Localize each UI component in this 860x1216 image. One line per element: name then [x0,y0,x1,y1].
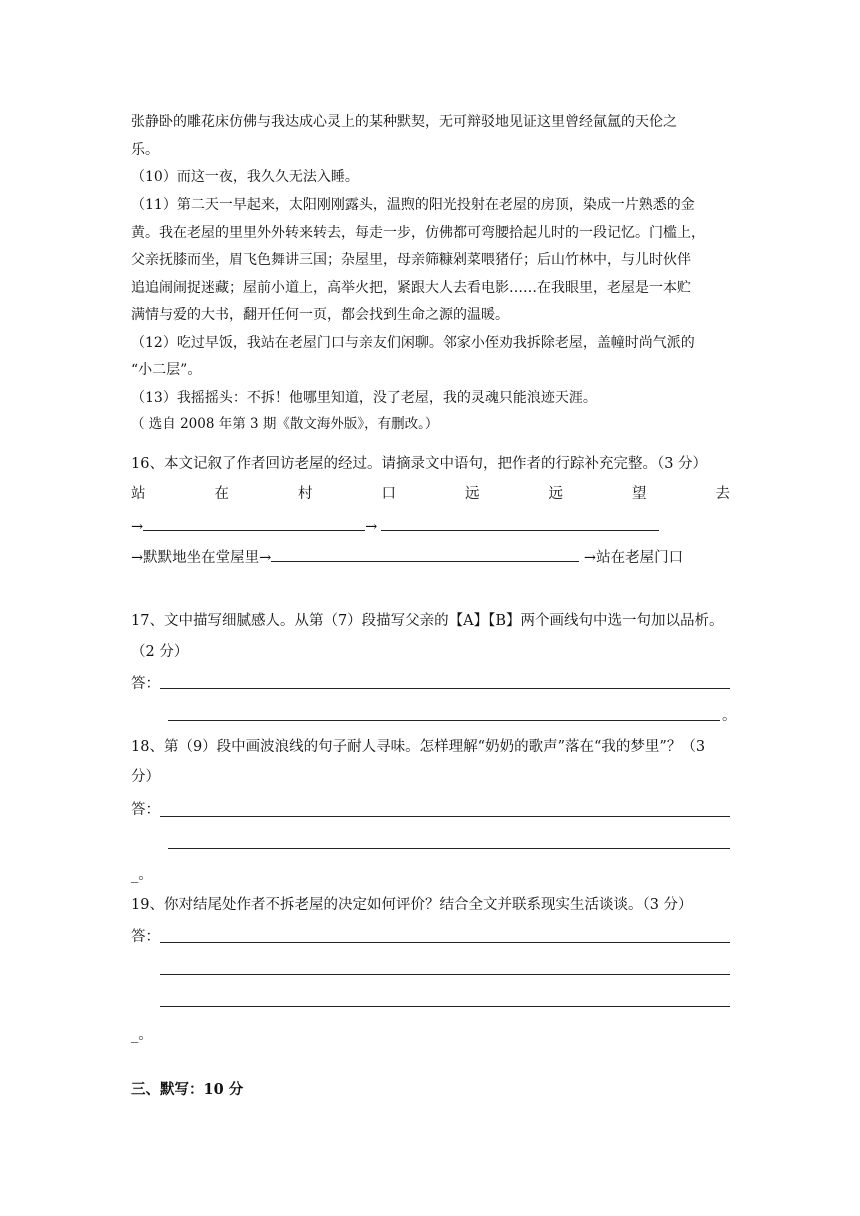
answer-blank[interactable] [143,515,365,531]
q16-char: 口 [381,486,396,502]
arrow: → [365,519,378,535]
q16-char: 去 [715,486,730,502]
paragraph-12-line: （12）吃过早饭，我站在老屋门口与亲友们闲聊。邻家小侄劝我拆除老屋，盖幢时尚气派的 [131,335,695,351]
answer-line[interactable] [160,1006,730,1007]
paragraph-10: （10）而这一夜，我久久无法入睡。 [131,169,359,185]
answer-line[interactable] [160,816,730,817]
paragraph-11-line: 追追闹闹捉迷藏；屋前小道上，高举火把，紧跟大人去看电影……在我眼里，老屋是一本贮 [131,280,691,296]
arrow: → [131,519,144,535]
answer-label: 答： [131,676,160,692]
q16-route-line-2 [131,515,659,537]
end-mark: _。 [131,1027,153,1043]
q16-char: 远 [548,486,563,502]
route-segment: →站在老屋门口 [579,550,684,566]
q16-char: 村 [298,486,313,502]
paragraph-12-line: “小二层”。 [131,362,202,378]
q16-char: 望 [632,486,647,502]
answer-line[interactable] [160,688,730,689]
paragraph-13: （13）我摇摇头：不拆！他哪里知道，没了老屋，我的灵魂只能浪迹天涯。 [131,390,597,406]
answer-blank[interactable] [271,546,579,562]
paragraph-11-line: 黄。我在老屋的里里外外转来转去，每走一步，仿佛都可弯腰拾起儿时的一段记忆。门槛上， [131,225,705,241]
route-segment: →默默地坐在堂屋里→ [131,550,272,566]
answer-line[interactable] [168,848,730,849]
question-17: 17、文中描写细腻感人。从第（7）段描写父亲的【A】【B】两个画线句中选一句加以品析。 [131,613,724,629]
answer-line[interactable] [160,974,730,975]
question-19: 19、你对结尾处作者不拆老屋的决定如何评价？结合全文并联系现实生活谈谈。（3 分） [131,897,693,913]
answer-label: 答： [131,929,160,945]
answer-line[interactable] [160,942,730,943]
answer-line[interactable] [168,720,720,721]
question-16: 16、本文记叙了作者回访老屋的经过。请摘录文中语句，把作者的行踪补充完整。（3 分） [131,456,708,472]
q16-start-phrase [131,484,730,504]
source-note: （ 选自 2008 年第 3 期《散文海外版》，有删改。） [131,416,439,432]
paragraph-11-line: 满情与爱的大书，翻开任何一页，都会找到生命之源的温暖。 [131,307,509,323]
q16-route-line-3 [131,546,683,568]
paragraph-11-line: （11）第二天一早起来，太阳刚刚露头，温煦的阳光投射在老屋的房顶，染成一片熟悉的金 [131,197,695,213]
q16-char: 远 [465,486,480,502]
question-18: 18、第（9）段中画波浪线的句子耐人寻味。怎样理解“奶奶的歌声”落在“我的梦里”？（3 [131,739,706,755]
q16-char: 站 [131,486,146,502]
answer-blank[interactable] [381,515,659,531]
q16-char: 在 [214,486,229,502]
question-18-score: 分） [131,769,160,785]
question-17-score: （2 分） [131,644,189,660]
passage-line: 乐。 [131,142,159,158]
end-mark: _。 [131,867,153,883]
passage-line: 张静卧的雕花床仿佛与我达成心灵上的某种默契，无可辩驳地见证这里曾经氤氲的天伦之 [131,114,677,130]
section-heading: 三、默写：10 分 [131,1081,244,1098]
paragraph-11-line: 父亲抚膝而坐，眉飞色舞讲三国；杂屋里，母亲筛糠剁菜喂猪仔；后山竹林中，与儿时伙伴 [131,252,691,268]
end-mark: 。 [722,708,737,724]
answer-label: 答： [131,802,160,818]
